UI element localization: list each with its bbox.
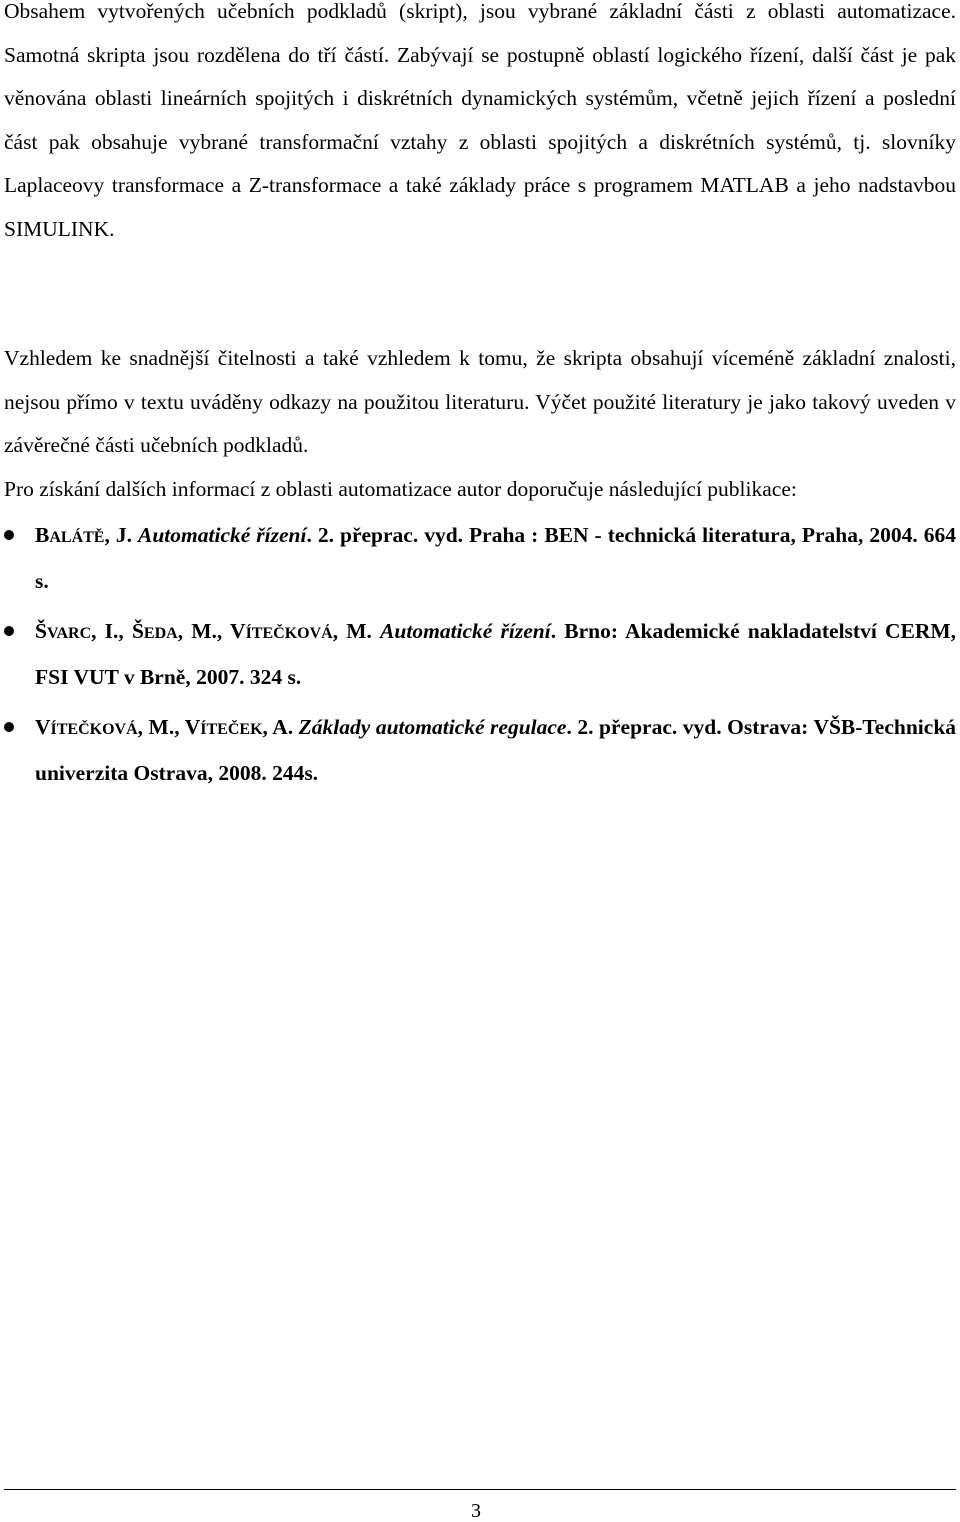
reference-list <box>4 514 956 802</box>
bullet-icon <box>4 530 14 540</box>
reference-authors: VÍTEČKOVÁ, M., VÍTEČEK, A. <box>35 715 294 739</box>
reference-details: . 2. přeprac. vyd. Ostrava: VŠB-Technická univerzita Ostrava, 2008. 244s. <box>35 715 957 785</box>
recommendation-paragraph: Pro získání dalších informací z oblasti automatizace autor doporučuje následující publikace: <box>4 477 797 501</box>
reference-item <box>4 514 956 603</box>
reference-title: Automatické řízení <box>380 619 551 643</box>
bullet-icon <box>4 626 14 636</box>
reference-item <box>4 610 956 699</box>
reference-authors: BALÁTĚ, J. <box>35 523 132 547</box>
reference-item <box>4 706 956 795</box>
page-number: 3 <box>471 1500 481 1522</box>
readability-paragraph: Vzhledem ke snadnější čitelnosti a také vzhledem k tomu, že skripta obsahují víceméně základní znalosti, nejsou přímo v textu uváděny odkazy na použitou literaturu. Výčet použité literatury je jako takový uveden v závěrečné části učebních podkladů. <box>4 346 956 457</box>
bullet-icon <box>4 722 14 732</box>
reference-title: Automatické řízení <box>138 523 307 547</box>
reference-details: . 2. přeprac. vyd. Praha : BEN - technická literatura, Praha, 2004. 664 s. <box>35 523 957 593</box>
intro-paragraph: Obsahem vytvořených učebních podkladů (skript), jsou vybrané základní části z oblasti automatizace. Samotná skripta jsou rozdělena do tří částí. Zabývají se postupně oblastí logického řízení, další část je pak věnována oblasti lineárních spojitých i diskrétních dynamických systémům, včetně jejich řízení a poslední část pak obsahuje vybrané transformační vztahy z oblasti spojitých a diskrétních systémů, tj. slovníky Laplaceovy transformace a Z-transformace a také základy práce s programem MATLAB a jeho nadstavbou SIMULINK. <box>4 0 956 241</box>
reference-details: . Brno: Akademické nakladatelství CERM, FSI VUT v Brně, 2007. 324 s. <box>35 619 957 689</box>
reference-authors: ŠVARC, I., ŠEDA, M., VÍTEČKOVÁ, M. <box>35 619 372 643</box>
reference-title: Základy automatické regulace <box>298 715 567 739</box>
footer-divider <box>4 1489 956 1490</box>
